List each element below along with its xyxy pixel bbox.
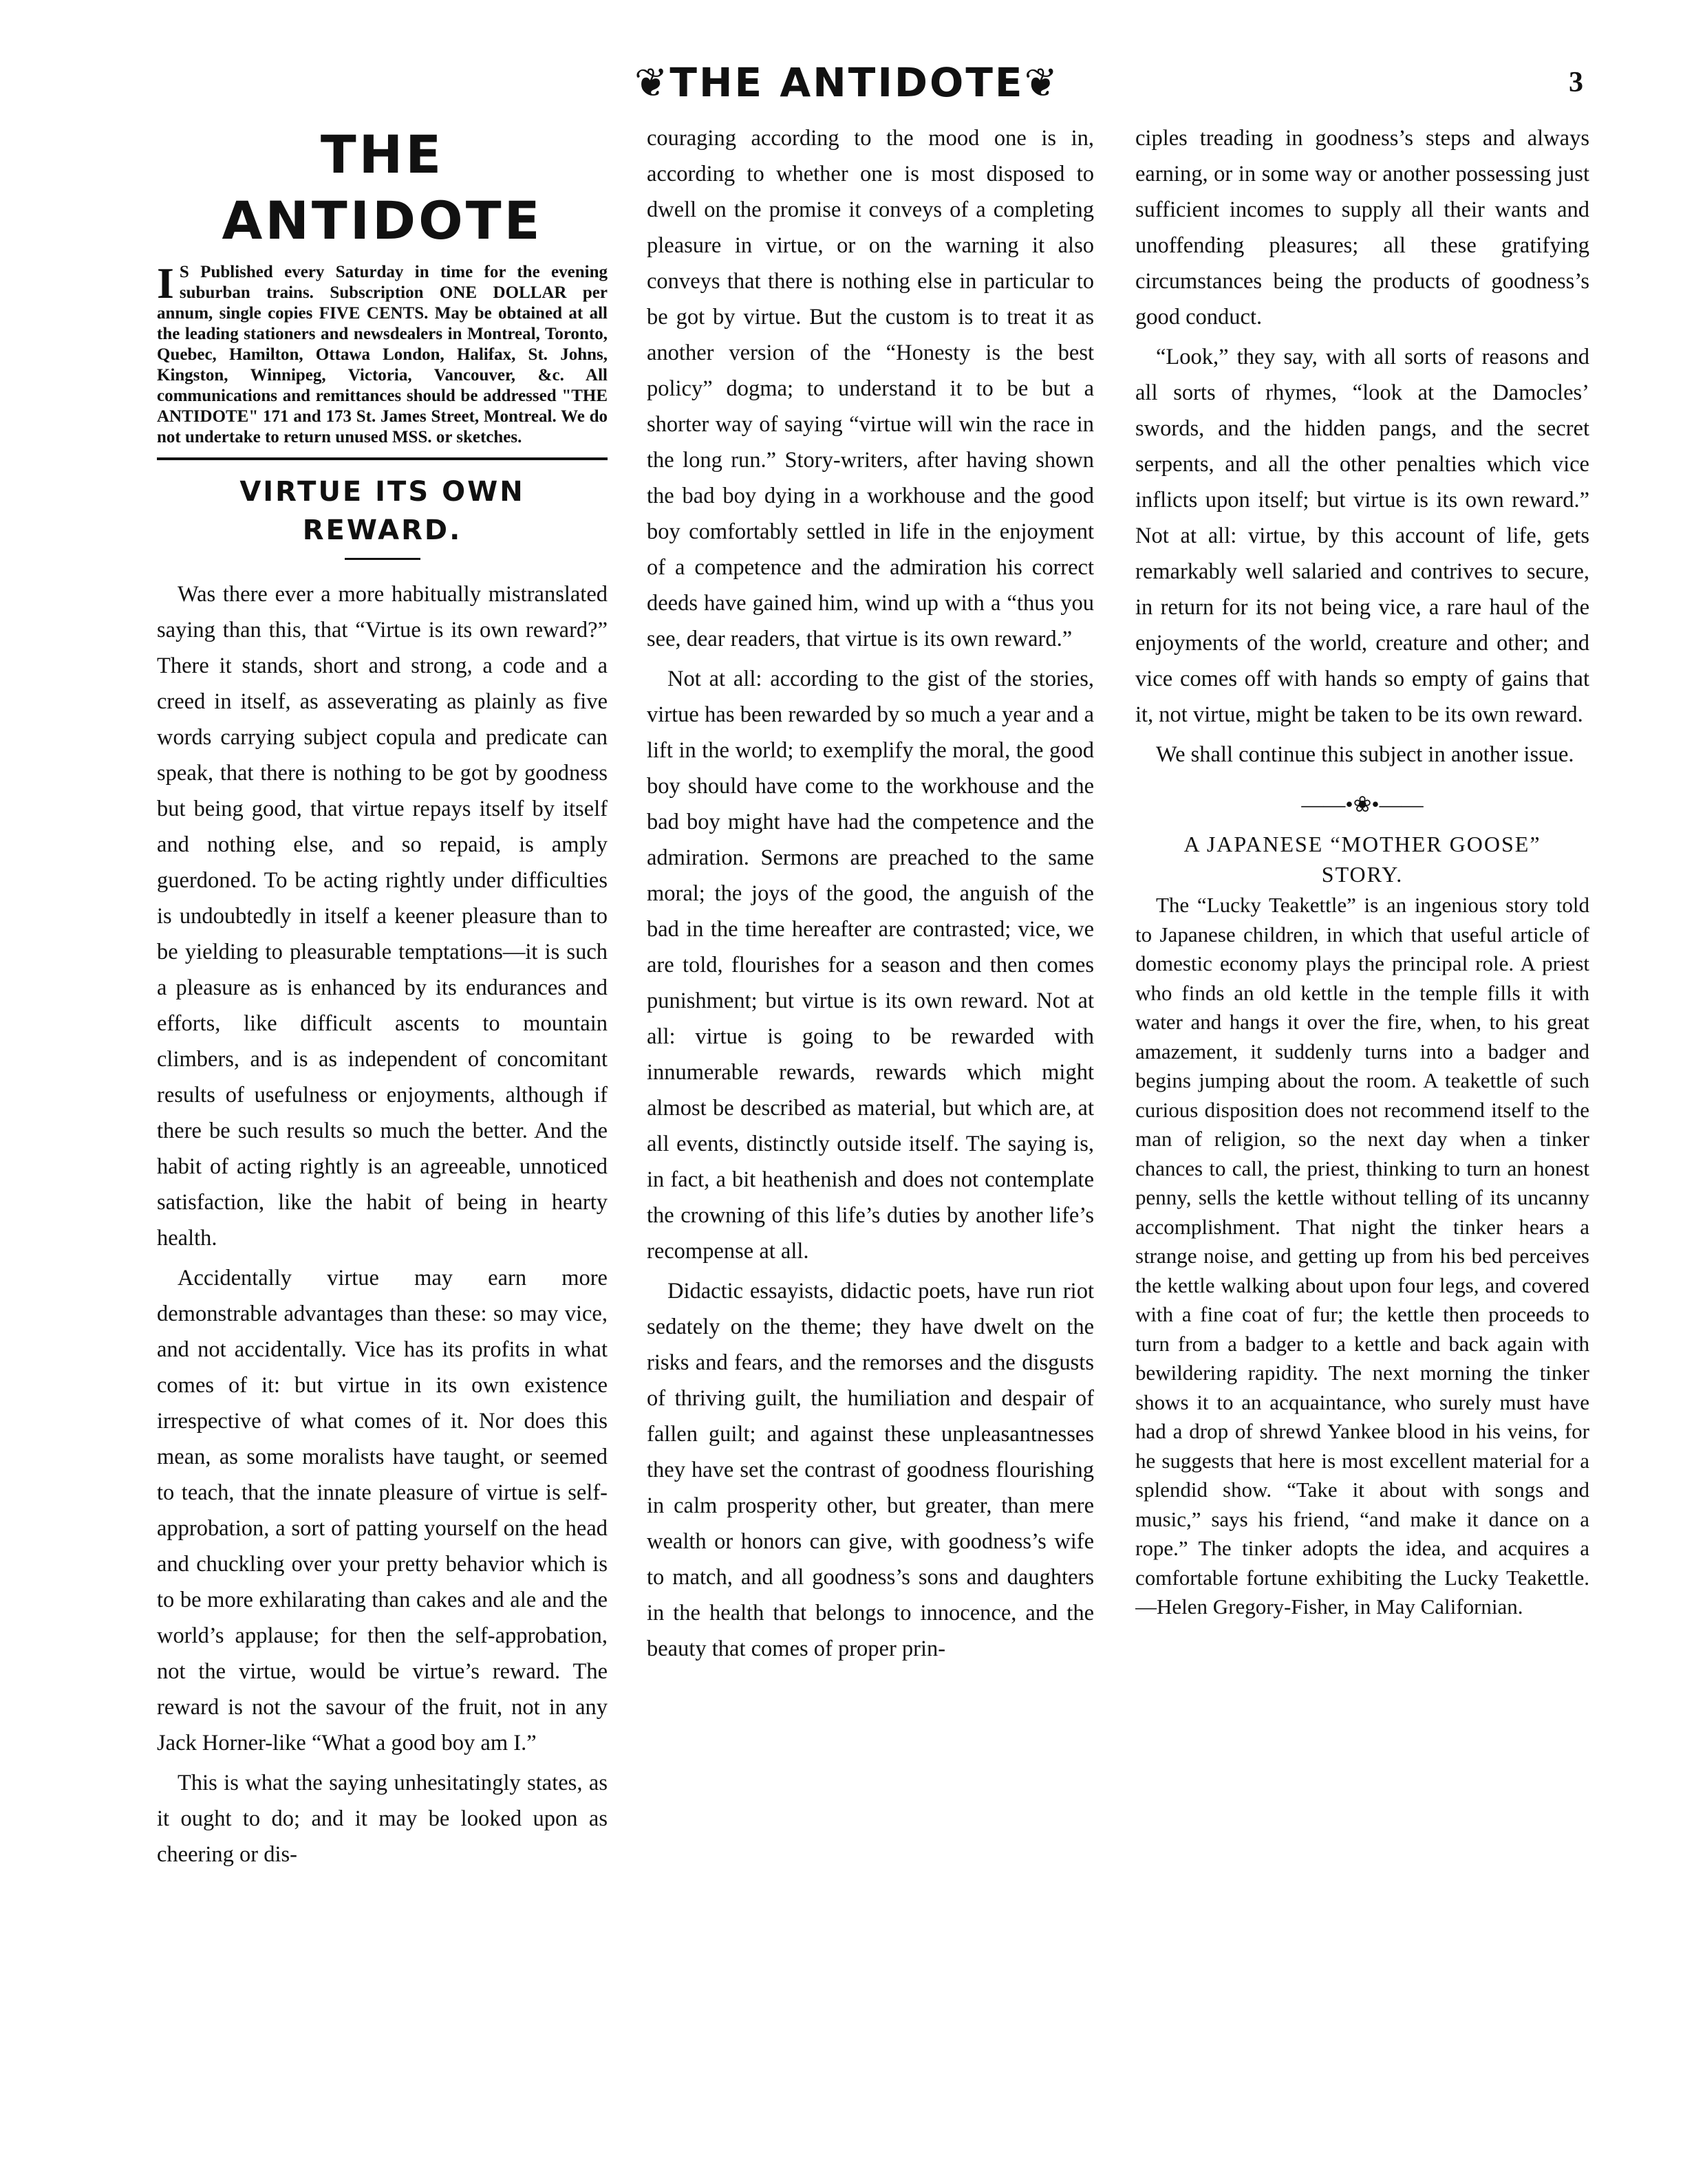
- masthead-divider: [157, 457, 608, 460]
- article-title: VIRTUE ITS OWN REWARD.: [239, 476, 525, 546]
- story-title-line-2: STORY.: [1321, 862, 1404, 887]
- publication-notice-text: S Published every Saturday in time for the evening suburban trains. Subscription ONE DOLLAR per annum, single copies FIVE CENTS. May be obtained at all the leading stationers and newsdealers in Montreal, Toronto, Quebec, Hamilton, Ottawa London, Halifax, St. Johns, Kingston, Winnipeg, Victoria, Vancouver, &c. All communications and remittances should be addressed "THE ANTIDOTE" 171 and 173 St. James Street, Montreal. We do not undertake to return unused MSS. or sketches.: [157, 263, 608, 446]
- masthead-title: THE ANTIDOTE: [222, 124, 543, 251]
- article-paragraph: Accidentally virtue may earn more demonstrable advantages than these: so may vice, and not accidentally. Vice has its profits in what comes of it: but virtue in its own existence irrespective of what comes of it. Nor does this mean, as some moralists have taught, or seemed to teach, that the innate pleasure of virtue is self-approbation, a sort of patting yourself on the head and chuckling over your pretty behavior which is to be more exhilarating than cakes and ale and the world’s applause; for then the self-approbation, not the virtue, would be virtue’s reward. The reward is not the savour of the fruit, not in any Jack Horner-like “What a good boy am I.”: [157, 1266, 608, 1755]
- article-paragraph: This is what the saying unhesitatingly states, as it ought to do; and it may be looked upon as cheering or dis-: [157, 1771, 608, 1867]
- page-number: 3: [1569, 67, 1583, 98]
- article-paragraph: “Look,” they say, with all sorts of reasons and all sorts of rhymes, “look at the Damocles’ swords, and the hidden pangs, and the secret serpents, and all the other penalties which vice inflicts upon itself; but virtue is its own reward.” Not at all: virtue, by this account of life, gets remarkably well salaried and contrives to secure, in return for its not being vice, a rare haul of the enjoyments of the world, creature and other; and vice comes off with hands so empty of gains that it, not virtue, might be taken to be its own reward.: [1135, 345, 1589, 727]
- story-title-line-1: A JAPANESE “MOTHER GOOSE”: [1183, 832, 1541, 856]
- article-paragraph: ciples treading in goodness’s steps and always earning, or in some way or another possessing just sufficient incomes to supply all their wants and unoffending pleasures; all these gratifying circumstances being the products of goodness’s good conduct.: [1135, 126, 1589, 329]
- section-ornament: ——•❀•——: [1301, 792, 1424, 817]
- column-2: [647, 120, 1094, 2170]
- story-paragraph: The “Lucky Teakettle” is an ingenious story told to Japanese children, in which that useful article of domestic economy plays the principal role. A priest who finds an old kettle in the temple fills it with water and hangs it over the fire, when, to his great amazement, it suddenly turns into a badger and begins jumping about the room. A teakettle of such curious disposition does not recommend itself to the man of religion, so the next day when a tinker chances to call, the priest, thinking to turn an honest penny, sells the kettle without telling of its uncanny accomplishment. That night the tinker hears a strange noise, and getting up from his bed perceives the kettle walking about upon four legs, and covered with a fine coat of fur; the kettle then proceeds to turn from a badger to a kettle and back again with bewildering rapidity. The next morning the tinker shows it to an acquaintance, who surely must have had a drop of shrewd Yankee blood in his veins, for he suggests that here is most excellent material for a splendid show. “Take it about with songs and music,” says his friend, “and make it dance on a rope.” The tinker adopts the idea, and acquires a comfortable fortune exhibiting the Lucky Teakettle.—Helen Gregory-Fisher, in May Californian.: [1135, 893, 1589, 1619]
- title-underline: [345, 558, 420, 560]
- drop-cap: I: [157, 259, 174, 307]
- publication-notice: [157, 259, 608, 448]
- article-paragraph: Was there ever a more habitually mistranslated saying than this, that “Virtue is its own reward?” There it stands, short and strong, a code and a creed in itself, as asseverating as plainly as five words carrying subject copula and predicate can speak, that there is nothing to be got by goodness but being good, that virtue repays itself by itself and nothing else, and so repaid, is amply guerdoned. To be acting rightly under difficulties is undoubtedly in itself a keener pleasure than to be yielding to pleasurable temptations—it is such a pleasure as is enhanced by its endurances and efforts, like difficult ascents to mountain climbers, and is as independent of concomitant results of usefulness or enjoyments, although if there be such results so much the better. And the habit of acting rightly is an agreeable, unnoticed satisfaction, like the habit of being in hearty health.: [157, 582, 608, 1251]
- article-paragraph: Didactic essayists, didactic poets, have run riot sedately on the theme; they have dwelt on the risks and fears, and the remorses and the disgusts of thriving guilt, the humiliation and despair of fallen guilt; and against these unpleasantnesses they have set the contrast of goodness flourishing in calm prosperity other, but greater, than mere wealth or honors can give, with goodness’s wife to match, and all goodness’s sons and daughters in the health that belongs to innocence, and the beauty that comes of proper prin-: [647, 1279, 1094, 1661]
- article-paragraph: Not at all: according to the gist of the stories, virtue has been rewarded by so much a year and a lift in the world; to exemplify the moral, the good boy should have come to the workhouse and the bad boy might have had the competence and the admiration. Sermons are preached to the same moral; the joys of the good, the anguish of the bad in the time hereafter are contrasted; vice, we are told, flourishes for a season and then comes punishment; but virtue is its own reward. Not at all: virtue is going to be rewarded with innumerable rewards, rewards which might almost be described as material, but which are, at all events, distinctly outside itself. The saying is, in fact, a bit heathenish and does not contemplate the crowning of this life’s duties by another life’s recompense at all.: [647, 667, 1094, 1264]
- running-title: ❦THE ANTIDOTE❦: [634, 59, 1060, 106]
- article-paragraph: We shall continue this subject in another issue.: [1156, 742, 1574, 767]
- column-1: [157, 120, 608, 2170]
- column-3: [1135, 120, 1589, 2170]
- article-paragraph: couraging according to the mood one is in, according to whether one is most disposed to dwell on the promise it conveys of a completing pleasure in virtue, or on the warning it also conveys that there is nothing else in particular to be got by virtue. But the custom is to treat it as another version of the “Honesty is the best policy” dogma; to understand it to be but a shorter way of saying “virtue will win the race in the long run.” Story-writers, after having shown the bad boy dying in a workhouse and the good boy comfortably settled in life in the enjoyment of a competence and the admiration his correct deeds have gained him, wind up with a “thus you see, dear readers, that virtue is its own reward.”: [647, 126, 1094, 651]
